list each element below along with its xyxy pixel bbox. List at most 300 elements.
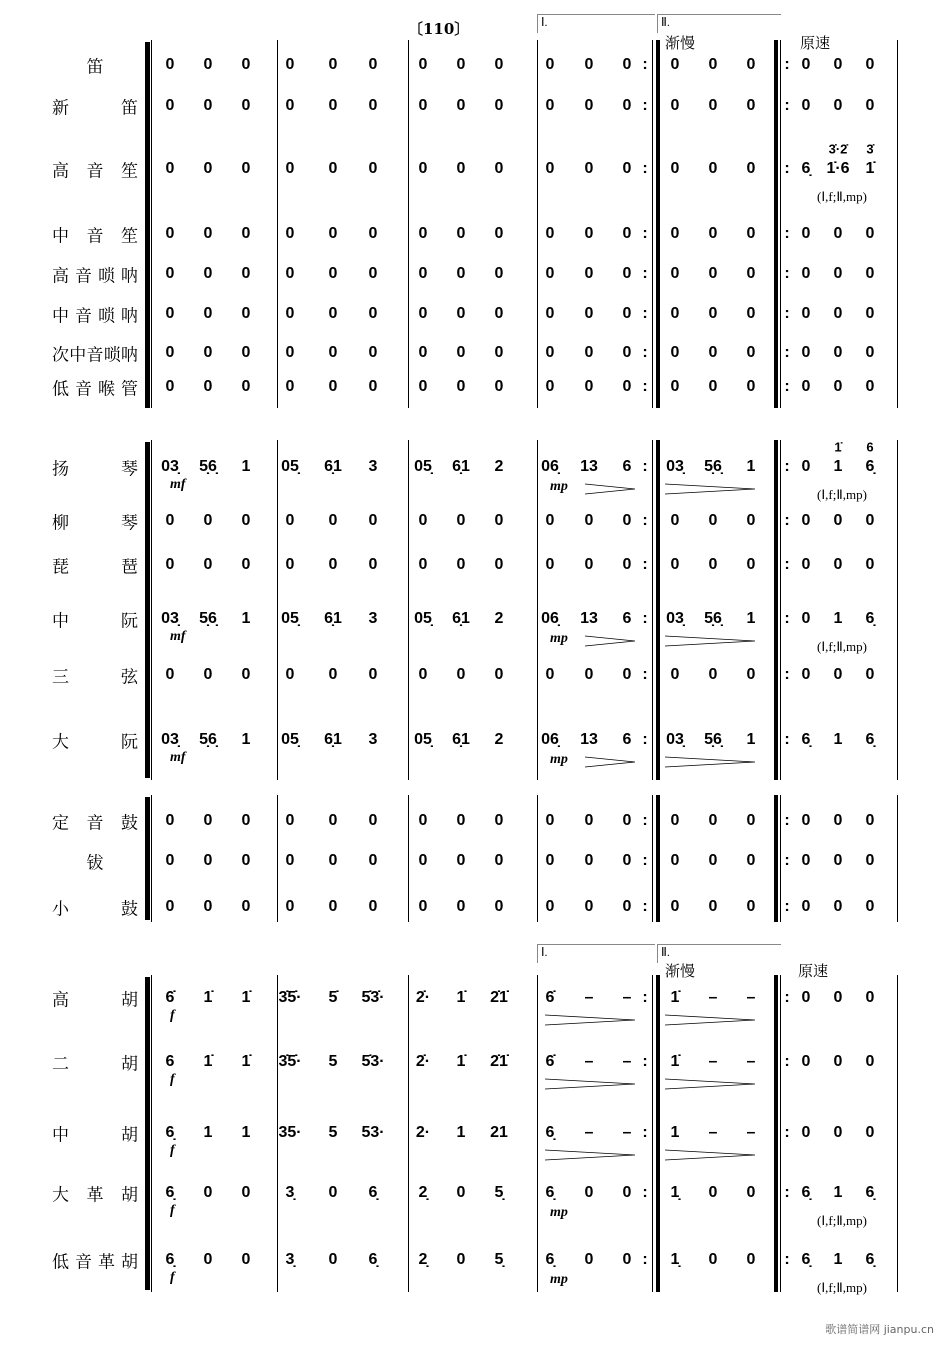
decrescendo-hairpin — [665, 753, 755, 765]
note: 0 — [746, 225, 756, 242]
note: 1 — [241, 1124, 251, 1141]
note: 0 — [584, 160, 594, 177]
note: 3 — [368, 731, 378, 748]
repeat-dots-icon: : — [784, 265, 790, 282]
note: 5̣6̣ — [199, 731, 217, 748]
note: 0 — [241, 305, 251, 322]
instrument-label: 大阮 — [52, 732, 138, 753]
dynamic-mark: mf — [170, 477, 186, 492]
note: 0 — [622, 97, 632, 114]
note: 0 — [456, 225, 466, 242]
note: 0 — [746, 344, 756, 361]
note: 0 — [708, 97, 718, 114]
note: 1̇·6 — [826, 160, 850, 177]
note: 0 — [368, 305, 378, 322]
note: 0 — [833, 305, 843, 322]
note: 0 — [708, 898, 718, 915]
note: 0 — [165, 812, 175, 829]
note: 53· — [361, 1124, 385, 1141]
note: 6̣1 — [452, 458, 470, 475]
decrescendo-hairpin — [585, 632, 635, 644]
note: 0 — [545, 305, 555, 322]
note: 0 — [368, 378, 378, 395]
note: – — [746, 1124, 756, 1141]
repeat-dots-icon: : — [642, 458, 648, 475]
note: 1 — [241, 458, 251, 475]
note: 0 — [584, 812, 594, 829]
note: – — [708, 1053, 718, 1070]
note: 0 — [328, 512, 338, 529]
dynamic-mark: mp — [550, 631, 568, 646]
note: 0 — [670, 512, 680, 529]
note: 0 — [833, 512, 843, 529]
note: 6̣ — [801, 731, 811, 748]
repeat-dots-icon: : — [784, 812, 790, 829]
note: 05̣ — [281, 458, 299, 475]
note: 0 — [584, 97, 594, 114]
note: 0 — [368, 265, 378, 282]
note: – — [746, 989, 756, 1006]
note: – — [746, 1053, 756, 1070]
dynamic-mark: f — [170, 1008, 175, 1023]
repeat-dots-icon: : — [784, 1184, 790, 1201]
note: 0 — [708, 512, 718, 529]
note: 6̣1 — [324, 731, 342, 748]
note: 2̣ — [418, 1251, 428, 1268]
repeat-dots-icon: : — [642, 1184, 648, 1201]
note: 0 — [708, 265, 718, 282]
barline — [780, 40, 781, 408]
note: 0 — [865, 305, 875, 322]
repeat-end-barline — [656, 40, 660, 408]
note: 0 — [746, 56, 756, 73]
note: 0 — [418, 56, 428, 73]
note: 0 — [328, 852, 338, 869]
double-barline — [774, 440, 778, 780]
note: 2̇1̇ — [490, 989, 508, 1006]
note: 0 — [670, 56, 680, 73]
volta-1: Ⅰ. — [537, 944, 655, 963]
note: 6̣ — [865, 610, 875, 627]
dynamic-mark: mp — [550, 479, 568, 494]
note: 0 — [622, 812, 632, 829]
note: 0 — [165, 97, 175, 114]
note: 0 — [746, 512, 756, 529]
note: 2̇· — [415, 1053, 431, 1070]
note: 0 — [368, 556, 378, 573]
instrument-label: 定音鼓 — [52, 813, 138, 834]
note: 0 — [670, 898, 680, 915]
note: 5̣ — [494, 1184, 504, 1201]
note: 6̣ — [165, 1124, 175, 1141]
note: 0 — [801, 852, 811, 869]
note: 0 — [203, 556, 213, 573]
note: 0 — [165, 666, 175, 683]
note: – — [708, 1124, 718, 1141]
barline — [151, 440, 152, 780]
note: 0 — [165, 344, 175, 361]
note: 0 — [328, 305, 338, 322]
repeat-dots-icon: : — [642, 852, 648, 869]
note: 0 — [584, 1184, 594, 1201]
note: 0 — [165, 265, 175, 282]
repeat-dots-icon: : — [784, 989, 790, 1006]
dynamic-mark: f — [170, 1072, 175, 1087]
repeat-dots-icon: : — [784, 1251, 790, 1268]
note: 5̣ — [494, 1251, 504, 1268]
note: 6̣ — [865, 458, 875, 475]
dynamics-note: (Ⅰ,f;Ⅱ,mp) — [817, 639, 867, 654]
note: 0 — [622, 1251, 632, 1268]
note: 6̇ — [545, 989, 555, 1006]
note: 0 — [746, 160, 756, 177]
note: 1 — [833, 458, 843, 475]
note: 3 — [368, 458, 378, 475]
repeat-dots-icon: : — [784, 731, 790, 748]
note: 0 — [545, 812, 555, 829]
note: 6̣1 — [324, 610, 342, 627]
note: 0 — [285, 898, 295, 915]
note: 0 — [584, 265, 594, 282]
repeat-dots-icon: : — [784, 898, 790, 915]
note: 5 — [328, 1053, 338, 1070]
note: 0 — [203, 97, 213, 114]
note: 0 — [494, 378, 504, 395]
note: 0 — [456, 378, 466, 395]
note: 0 — [865, 666, 875, 683]
note: 0 — [545, 556, 555, 573]
note: 5̇3· — [361, 1053, 385, 1070]
barline — [780, 795, 781, 922]
decrescendo-hairpin — [665, 480, 755, 492]
repeat-dots-icon: : — [642, 305, 648, 322]
repeat-dots-icon: : — [642, 344, 648, 361]
note: 0 — [584, 1251, 594, 1268]
note: 2· — [415, 1124, 431, 1141]
note: 0 — [584, 512, 594, 529]
note: 0 — [368, 852, 378, 869]
note: 0 — [241, 1251, 251, 1268]
note: 6̣ — [801, 1251, 811, 1268]
note: 1̇ — [670, 1053, 680, 1070]
note: 0 — [670, 265, 680, 282]
note: 0 — [165, 512, 175, 529]
barline — [537, 40, 538, 408]
dynamic-mark: f — [170, 1143, 175, 1158]
note: 0 — [456, 56, 466, 73]
note: 0 — [708, 225, 718, 242]
note: 0 — [622, 556, 632, 573]
note: 3̣ — [285, 1251, 295, 1268]
note: 0 — [670, 852, 680, 869]
note: 03̣ — [161, 610, 179, 627]
note: 03̣ — [666, 731, 684, 748]
note: 0 — [622, 305, 632, 322]
barline — [151, 975, 152, 1292]
note: 1̇ — [203, 989, 213, 1006]
note: 5̇ — [328, 989, 338, 1006]
note: 0 — [545, 666, 555, 683]
decrescendo-hairpin — [665, 1146, 755, 1158]
note: 0 — [203, 265, 213, 282]
note: 0 — [801, 305, 811, 322]
note: 0 — [865, 812, 875, 829]
dynamics-note: (Ⅰ,f;Ⅱ,mp) — [817, 189, 867, 204]
note: 0 — [708, 556, 718, 573]
dynamic-mark: f — [170, 1203, 175, 1218]
note: 0 — [801, 898, 811, 915]
upper-note: 6 — [866, 439, 874, 455]
note: 0 — [622, 378, 632, 395]
note: 05̣ — [281, 610, 299, 627]
note: 0 — [494, 160, 504, 177]
note: – — [708, 989, 718, 1006]
note: 0 — [801, 56, 811, 73]
note: 5̣6̣ — [704, 458, 722, 475]
repeat-dots-icon: : — [784, 344, 790, 361]
a-tempo-mark: 原速 — [800, 34, 831, 52]
instrument-label: 高音笙 — [52, 161, 138, 182]
note: 6̣ — [865, 1251, 875, 1268]
dynamic-mark: mp — [550, 1272, 568, 1287]
instrument-label: 三弦 — [52, 667, 138, 688]
note: 0 — [801, 512, 811, 529]
note: 6̇ — [165, 989, 175, 1006]
instrument-label: 高胡 — [52, 990, 138, 1011]
note: 0 — [368, 512, 378, 529]
note: 2 — [494, 731, 504, 748]
note: 0 — [584, 56, 594, 73]
note: 6̣1 — [324, 458, 342, 475]
note: 1 — [241, 610, 251, 627]
note: 6 — [165, 1053, 175, 1070]
note: 0 — [456, 512, 466, 529]
note: 0 — [368, 666, 378, 683]
note: 0 — [285, 512, 295, 529]
barline — [652, 440, 653, 780]
note: 0 — [584, 898, 594, 915]
instrument-label: 中阮 — [52, 611, 138, 632]
note: 0 — [285, 225, 295, 242]
a-tempo-mark: 原速 — [798, 962, 829, 980]
note: 2̇· — [415, 989, 431, 1006]
note: 0 — [801, 610, 811, 627]
note: 5̇3̇· — [361, 989, 385, 1006]
decrescendo-hairpin — [585, 480, 635, 492]
repeat-dots-icon: : — [642, 1251, 648, 1268]
note: 6̣1 — [452, 731, 470, 748]
note: 0 — [328, 344, 338, 361]
note: 0 — [746, 852, 756, 869]
repeat-dots-icon: : — [642, 160, 648, 177]
note: 05̣ — [281, 731, 299, 748]
note: 1 — [746, 731, 756, 748]
note: 13 — [580, 458, 598, 475]
note: 0 — [670, 344, 680, 361]
barline — [408, 40, 409, 408]
note: 0 — [418, 898, 428, 915]
volta-1: Ⅰ. — [537, 14, 655, 33]
note: 2̣ — [418, 1184, 428, 1201]
note: 35· — [278, 1124, 302, 1141]
dynamics-note: (Ⅰ,f;Ⅱ,mp) — [817, 1280, 867, 1295]
note: 0 — [865, 265, 875, 282]
note: 0 — [241, 265, 251, 282]
note: 1̇ — [241, 989, 251, 1006]
volta-2: Ⅱ. — [657, 944, 781, 963]
note: 6̣ — [801, 160, 811, 177]
note: 0 — [708, 1251, 718, 1268]
note: 0 — [203, 666, 213, 683]
instrument-label: 柳琴 — [52, 513, 138, 534]
note: 0 — [746, 305, 756, 322]
instrument-label: 新笛 — [52, 98, 138, 119]
note: 0 — [670, 160, 680, 177]
note: 0 — [584, 852, 594, 869]
repeat-end-barline — [656, 440, 660, 780]
group-bracket-percussion — [145, 797, 150, 920]
note: 06̣ — [541, 458, 559, 475]
repeat-end-barline — [656, 975, 660, 1292]
note: 0 — [670, 97, 680, 114]
note: 6̣ — [165, 1251, 175, 1268]
group-bracket-plucked — [145, 442, 150, 778]
note: 0 — [241, 898, 251, 915]
barline — [652, 40, 653, 408]
note: 0 — [494, 898, 504, 915]
note: 0 — [833, 97, 843, 114]
note: 1̣ — [670, 1251, 680, 1268]
group-bracket-bowed — [145, 977, 150, 1290]
repeat-dots-icon: : — [784, 458, 790, 475]
note: 1 — [203, 1124, 213, 1141]
note: 6̣ — [865, 731, 875, 748]
upper-note: 3̇·2̇ — [828, 141, 848, 157]
repeat-dots-icon: : — [784, 852, 790, 869]
note: 3 — [368, 610, 378, 627]
note: – — [622, 1053, 632, 1070]
note: 0 — [708, 344, 718, 361]
note: 0 — [833, 556, 843, 573]
note: 0 — [418, 512, 428, 529]
note: 03̣ — [161, 731, 179, 748]
note: 5̣6̣ — [199, 610, 217, 627]
repeat-dots-icon: : — [642, 989, 648, 1006]
note: 5 — [328, 1124, 338, 1141]
note: 0 — [708, 852, 718, 869]
note: 0 — [494, 512, 504, 529]
note: 0 — [368, 56, 378, 73]
note: 0 — [418, 666, 428, 683]
note: 0 — [418, 160, 428, 177]
note: 0 — [746, 378, 756, 395]
note: 1 — [833, 610, 843, 627]
repeat-dots-icon: : — [784, 556, 790, 573]
note: 0 — [328, 160, 338, 177]
note: 0 — [584, 305, 594, 322]
dynamics-note: (Ⅰ,f;Ⅱ,mp) — [817, 1213, 867, 1228]
note: 0 — [746, 265, 756, 282]
note: 05̣ — [414, 458, 432, 475]
note: 0 — [708, 1184, 718, 1201]
instrument-label: 笛 — [86, 57, 104, 78]
note: 0 — [584, 344, 594, 361]
repeat-dots-icon: : — [784, 97, 790, 114]
barline — [537, 795, 538, 922]
ritardando-mark: 渐慢 — [665, 34, 696, 52]
note: 5̣6̣ — [199, 458, 217, 475]
note: 0 — [328, 666, 338, 683]
note: 0 — [494, 265, 504, 282]
note: 3̣ — [285, 1184, 295, 1201]
note: 0 — [285, 556, 295, 573]
instrument-label: 小鼓 — [52, 899, 138, 920]
barline — [652, 795, 653, 922]
repeat-dots-icon: : — [784, 56, 790, 73]
repeat-dots-icon: : — [784, 512, 790, 529]
decrescendo-hairpin — [545, 1075, 635, 1087]
note: 0 — [456, 812, 466, 829]
note: 0 — [622, 1184, 632, 1201]
instrument-label: 中音唢呐 — [52, 306, 138, 327]
repeat-dots-icon: : — [784, 1053, 790, 1070]
note: 0 — [801, 1053, 811, 1070]
note: – — [584, 1053, 594, 1070]
note: 0 — [456, 852, 466, 869]
note: 0 — [865, 898, 875, 915]
note: 0 — [328, 812, 338, 829]
instrument-label: 低音喉管 — [52, 379, 138, 400]
note: 0 — [203, 1184, 213, 1201]
note: 0 — [328, 1251, 338, 1268]
repeat-dots-icon: : — [642, 731, 648, 748]
note: 0 — [203, 898, 213, 915]
note: 6 — [622, 458, 632, 475]
note: 1̣ — [670, 1184, 680, 1201]
note: 0 — [203, 160, 213, 177]
repeat-dots-icon: : — [642, 556, 648, 573]
note: 0 — [833, 265, 843, 282]
note: 0 — [418, 265, 428, 282]
instrument-label: 钹 — [86, 853, 104, 874]
repeat-dots-icon: : — [784, 666, 790, 683]
barline — [897, 975, 898, 1292]
note: 0 — [165, 378, 175, 395]
note: 0 — [494, 344, 504, 361]
repeat-dots-icon: : — [642, 225, 648, 242]
note: 0 — [545, 344, 555, 361]
note: 0 — [241, 344, 251, 361]
note: 0 — [241, 160, 251, 177]
note: 0 — [584, 378, 594, 395]
note: 0 — [545, 898, 555, 915]
note: 0 — [241, 378, 251, 395]
note: 0 — [368, 160, 378, 177]
note: 0 — [418, 225, 428, 242]
note: 0 — [746, 812, 756, 829]
note: 0 — [165, 225, 175, 242]
group-bracket-winds — [145, 42, 150, 408]
note: 1̇ — [203, 1053, 213, 1070]
note: 0 — [494, 556, 504, 573]
note: 0 — [670, 225, 680, 242]
instrument-label: 琵琶 — [52, 557, 138, 578]
note: 0 — [670, 305, 680, 322]
note: 0 — [833, 56, 843, 73]
instrument-label: 次中音唢呐 — [52, 345, 138, 366]
note: 2 — [494, 610, 504, 627]
note: 0 — [328, 378, 338, 395]
